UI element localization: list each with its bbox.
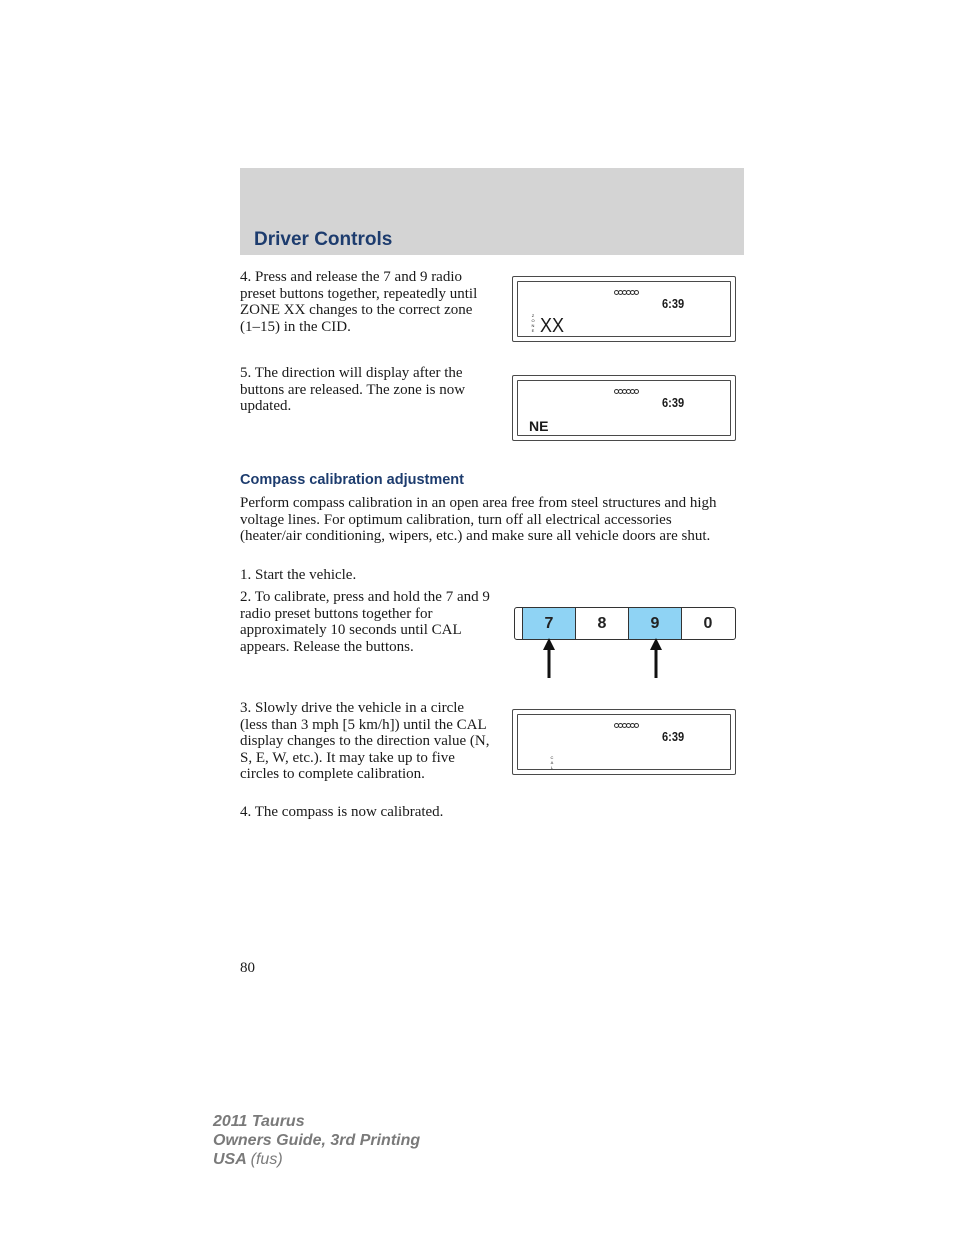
footer [213,1112,420,1169]
direction-display [512,375,736,441]
footer-line-2: Owners Guide, 3rd Printing [213,1132,421,1149]
calibration-step-3: 3. Slowly drive the vehicle in a circle (less than 3 mph [5 km/h]) until the CAL display changes to the direction value (N, S, E, W, etc.). It may take up to five circles to complete calibration. [240,700,490,782]
zone-label: Z O N E [531,313,535,333]
display-dots-icon [614,389,638,398]
footer-region-code: (fus) [250,1151,283,1168]
arrow-up-icon [650,638,662,678]
cal-label: C A L [550,755,554,770]
cal-display [512,709,736,775]
header-band [240,168,744,255]
calibration-step-4: 4. The compass is now calibrated. [240,804,444,820]
section-title: Compass calibration adjustment [240,472,464,488]
calibration-step-1: 1. Start the vehicle. [240,567,357,583]
page-number: 80 [240,960,255,976]
zone-step-5: 5. The direction will display after the buttons are released. The zone is now updated. [240,365,466,414]
display-time: 6:39 [662,296,685,311]
zone-step-4: 4. Press and release the 7 and 9 radio preset buttons together, repeatedly until ZONE XX changes to the correct zone (1–15) in the CID. [240,269,478,335]
display-dots-icon [614,290,638,299]
arrow-up-icon [543,638,555,678]
calibration-step-2: 2. To calibrate, press and hold the 7 and 9 radio preset buttons together for approximately 10 seconds until CAL appears. Release the buttons. [240,589,490,655]
display-time: 6:39 [662,395,685,410]
footer-region: USA [213,1151,247,1168]
zone-display [512,276,736,342]
preset-button-7[interactable]: 7 [522,608,575,639]
preset-button-8[interactable]: 8 [575,608,628,639]
zone-value: XX [540,315,565,337]
preset-button-0[interactable]: 0 [681,608,734,639]
display-time: 6:39 [662,729,685,744]
press-arrows [514,636,736,680]
display-dots-icon [614,723,638,732]
footer-line-3 [213,1150,420,1169]
preset-button-9[interactable]: 9 [628,608,681,639]
calibration-intro: Perform compass calibration in an open area free from steel structures and high voltage lines. For optimum calibration, turn off all electrical accessories (heater/air conditioning, wipers, etc.) and make sure all vehicle doors are shut. [240,495,717,544]
section-header-title: Driver Controls [254,229,393,250]
direction-value: NE [529,418,549,434]
footer-line-1: 2011 Taurus [213,1113,305,1130]
